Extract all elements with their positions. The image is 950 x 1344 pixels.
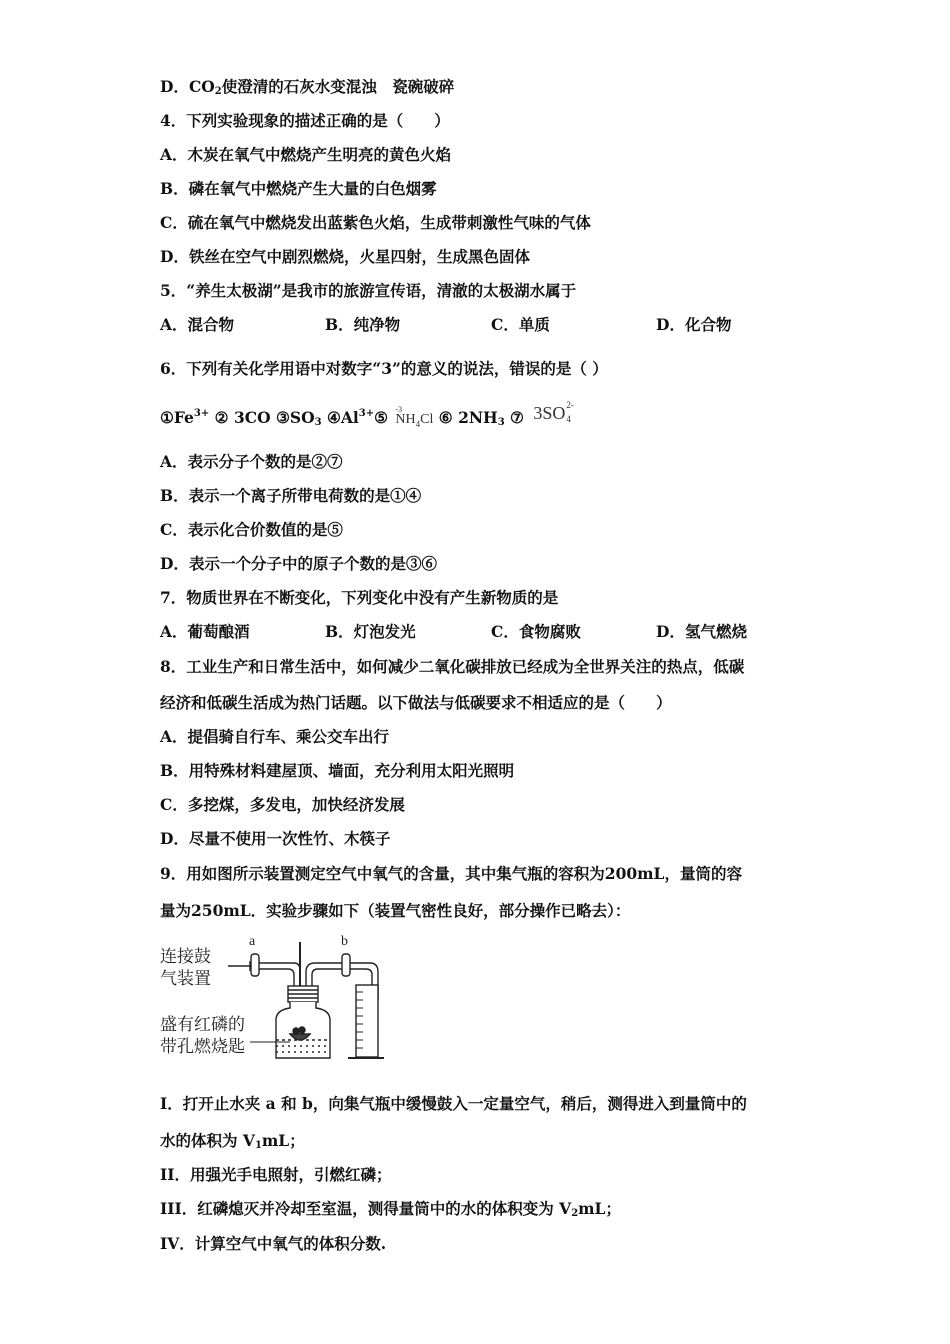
q5-option-a: A．混合物 (160, 315, 235, 334)
q9-step-1-line-2 (160, 1131, 305, 1156)
q6-formula-6-subscript: 3 (497, 417, 505, 428)
apparatus-figure (158, 930, 398, 1065)
q9-step-1-line-1: I．打开止水夹 a 和 b，向集气瓶中缓慢鼓入一定量空气，稍后，测得进入到量筒中的 (160, 1094, 747, 1113)
q7-option-b: B．灯泡发光 (325, 622, 416, 641)
q4-option-a: A．木炭在氧气中燃烧产生明亮的黄色火焰 (160, 145, 452, 164)
q4-option-b: B．磷在氧气中燃烧产生大量的白色烟雾 (160, 179, 437, 198)
q8-option-d: D．尽量不使用一次性竹、木筷子 (160, 829, 391, 848)
spoon-label-line-1: 盛有红磷的 (160, 1015, 245, 1035)
q6-formula-7 (533, 400, 577, 424)
clamp-a (251, 954, 259, 976)
clamp-a-label: a (249, 934, 256, 949)
clamp-b-label: b (341, 934, 348, 949)
q3-d-subscript: 2 (214, 86, 222, 97)
q8-option-a: A．提倡骑自行车、乘公交车出行 (160, 727, 390, 746)
q3-option-d (160, 77, 454, 102)
q8-option-b: B．用特殊材料建屋顶、墙面，充分利用太阳光照明 (160, 761, 515, 780)
q6-stem: 6．下列有关化学用语中对数字“3”的意义的说法，错误的是（ ） (160, 359, 608, 378)
inlet-label-line-1: 连接鼓 (160, 947, 211, 967)
q9-step-2: II．用强光手电照射，引燃红磷； (160, 1165, 392, 1184)
q8-stem-line-2: 经济和低碳生活成为热门话题。以下做法与低碳要求不相适应的是（ ） (160, 693, 672, 712)
spoon-label-line-2: 带孔燃烧匙 (160, 1037, 245, 1057)
q6-formula-line (160, 400, 577, 434)
q3-d-prefix: D．CO (160, 77, 215, 96)
q7-option-d: D．氢气燃烧 (656, 622, 747, 641)
q5-option-b: B．纯净物 (325, 315, 401, 334)
q7-option-c: C．食物腐败 (491, 622, 581, 641)
q4-option-d: D．铁丝在空气中剧烈燃烧，火星四射，生成黑色固体 (160, 247, 530, 266)
q5-stem: 5．“养生太极湖”是我市的旅游宣传语，清澈的太极湖水属于 (160, 281, 577, 300)
q9-stem-line-1: 9．用如图所示装置测定空气中氧气的含量，其中集气瓶的容积为200mL，量筒的容 (160, 864, 742, 883)
q6-formula-5-valence: -3 (395, 405, 403, 414)
graduated-cylinder (356, 985, 378, 1057)
q9-step-1-text: 水的体积为 V (160, 1131, 255, 1150)
q6-formula-4: ④Al (326, 408, 359, 427)
q5-option-d: D．化合物 (656, 315, 732, 334)
q6-option-b: B．表示一个离子所带电荷数的是①④ (160, 486, 422, 505)
q6-formula-5 (395, 405, 434, 434)
q8-stem-line-1: 8．工业生产和日常生活中，如何减少二氧化碳排放已经成为全世界关注的热点，低碳 (160, 657, 745, 676)
q4-stem: 4．下列实验现象的描述正确的是（ ） (160, 111, 450, 130)
q6-formula-7-marker: ⑦ (504, 408, 524, 427)
q6-option-d: D．表示一个分子中的原子个数的是③⑥ (160, 554, 437, 573)
q6-formula-3-subscript: 3 (314, 417, 322, 428)
q9-step-3 (160, 1199, 621, 1224)
q9-step-1-subscript: 1 (254, 1140, 262, 1151)
q9-step-3-unit: mL； (578, 1199, 621, 1218)
q6-option-a: A．表示分子个数的是②⑦ (160, 452, 343, 471)
q7-stem: 7．物质世界在不断变化，下列变化中没有产生新物质的是 (160, 588, 559, 607)
q6-formula-6: ⑥ 2NH (438, 408, 498, 427)
q7-option-a: A．葡萄酿酒 (160, 622, 250, 641)
q3-d-rest: 使澄清的石灰水变混浊 瓷碗破碎 (221, 77, 455, 96)
q6-formula-5-nh: NH (395, 412, 416, 427)
q6-option-c: C．表示化合价数值的是⑤ (160, 520, 343, 539)
q9-stem-line-2: 量为250mL．实验步骤如下（装置气密性良好，部分操作已略去）： (160, 901, 631, 920)
q6-formula-5-marker: ⑤ (374, 408, 389, 427)
q6-formula-5-subscript: 4 (415, 418, 421, 429)
q9-step-1-unit: mL； (261, 1131, 305, 1150)
q6-formula-4-charge: 3+ (358, 408, 375, 419)
q6-formula-2-3: ② 3CO ③SO (214, 408, 315, 427)
clamp-b (342, 954, 350, 976)
q6-formula-1-charge: 3+ (193, 408, 210, 419)
q5-option-c: C．单质 (491, 315, 550, 334)
q4-option-c: C．硫在氧气中燃烧发出蓝紫色火焰，生成带刺激性气味的气体 (160, 213, 591, 232)
q6-formula-1: ①Fe (160, 408, 194, 427)
q6-formula-5-cl: Cl (420, 412, 434, 427)
q8-option-c: C．多挖煤，多发电，加快经济发展 (160, 795, 405, 814)
q6-formula-7-so: 3SO (533, 403, 566, 423)
q9-step-3-text: III．红磷熄灭并冷却至室温，测得量筒中的水的体积变为 V (160, 1199, 572, 1218)
q9-step-4: IV．计算空气中氧气的体积分数. (160, 1234, 387, 1253)
q6-formula-7-subscript: 4 (566, 414, 571, 424)
q6-formula-7-charge: 2- (566, 400, 574, 410)
inlet-label-line-2: 气装置 (160, 969, 211, 989)
q9-step-3-subscript: 2 (571, 1208, 579, 1219)
